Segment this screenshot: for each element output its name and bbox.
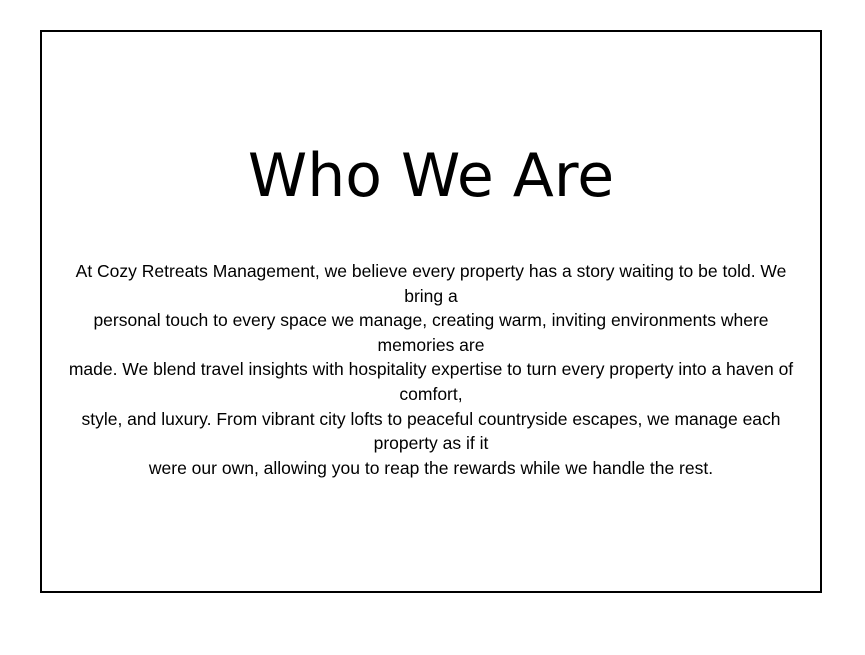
- description-line-2: personal touch to every space we manage, creating warm, inviting environments where memories are: [93, 310, 769, 355]
- description-line-3: made. We blend travel insights with hospitality expertise to turn every property into a haven of comfort,: [68, 359, 794, 404]
- who-we-are-section: [40, 30, 822, 593]
- section-title: Who We Are: [247, 141, 615, 211]
- description-line-1: At Cozy Retreats Management, we believe every property has a story waiting to be told. We bring a: [75, 261, 787, 306]
- description-line-5: were our own, allowing you to reap the rewards while we handle the rest.: [148, 457, 714, 478]
- description-line-4: style, and luxury. From vibrant city lofts to peaceful countryside escapes, we manage each property as if it: [81, 408, 781, 454]
- section-description: [54, 259, 808, 480]
